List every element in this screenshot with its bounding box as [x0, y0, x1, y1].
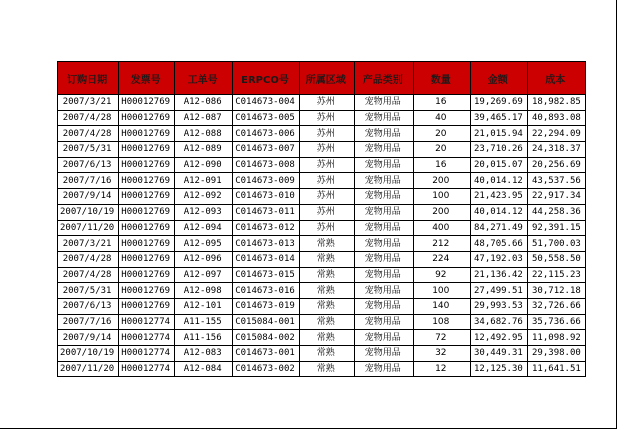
cell-order-date[interactable]: 2007/10/19 [58, 204, 119, 220]
col-header-order-date[interactable]: 订购日期 [58, 62, 119, 95]
cell-work-order[interactable]: A12-089 [175, 142, 233, 158]
cell-order-date[interactable]: 2007/3/21 [58, 95, 119, 111]
cell-order-date[interactable]: 2007/4/28 [58, 126, 119, 142]
cell-region[interactable]: 常熟 [299, 267, 354, 283]
cell-erpco[interactable]: C014673-004 [233, 95, 300, 111]
cell-amount[interactable]: 40,014.12 [470, 173, 527, 189]
cell-category[interactable]: 宠物用品 [354, 157, 413, 173]
cell-erpco[interactable]: C014673-002 [233, 361, 300, 377]
cell-order-date[interactable]: 2007/7/16 [58, 173, 119, 189]
cell-order-date[interactable]: 2007/5/31 [58, 142, 119, 158]
cell-erpco[interactable]: C015084-002 [233, 330, 300, 346]
cell-quantity[interactable]: 200 [413, 204, 470, 220]
cell-amount[interactable]: 48,705.66 [470, 236, 527, 252]
cell-work-order[interactable]: A12-098 [175, 283, 233, 299]
cell-region[interactable]: 常熟 [299, 330, 354, 346]
cell-amount[interactable]: 12,492.95 [470, 330, 527, 346]
table-row [58, 126, 586, 142]
cell-work-order[interactable]: A12-095 [175, 236, 233, 252]
cell-quantity[interactable]: 100 [413, 189, 470, 205]
cell-quantity[interactable]: 212 [413, 236, 470, 252]
cell-amount[interactable]: 27,499.51 [470, 283, 527, 299]
cell-amount[interactable]: 84,271.49 [470, 220, 527, 236]
cell-category[interactable]: 宠物用品 [354, 95, 413, 111]
cell-work-order[interactable]: A12-093 [175, 204, 233, 220]
cell-amount[interactable]: 47,192.03 [470, 251, 527, 267]
cell-cost[interactable]: 11,098.92 [527, 330, 585, 346]
cell-category[interactable]: 宠物用品 [354, 204, 413, 220]
cell-category[interactable]: 宠物用品 [354, 346, 413, 362]
table-row [58, 157, 586, 173]
table-row [58, 314, 586, 330]
table-row [58, 95, 586, 111]
cell-region[interactable]: 苏州 [299, 142, 354, 158]
cell-cost[interactable]: 51,700.03 [527, 236, 585, 252]
cell-cost[interactable]: 35,736.66 [527, 314, 585, 330]
cell-erpco[interactable]: C015084-001 [233, 314, 300, 330]
cell-amount[interactable]: 21,423.95 [470, 189, 527, 205]
cell-work-order[interactable]: A12-094 [175, 220, 233, 236]
table-row [58, 283, 586, 299]
cell-order-date[interactable]: 2007/9/14 [58, 330, 119, 346]
cell-invoice-no[interactable]: H00012769 [119, 142, 175, 158]
cell-order-date[interactable]: 2007/9/14 [58, 189, 119, 205]
cell-region[interactable]: 苏州 [299, 157, 354, 173]
cell-invoice-no[interactable]: H00012769 [119, 298, 175, 314]
cell-cost[interactable]: 24,318.37 [527, 142, 585, 158]
cell-invoice-no[interactable]: H00012769 [119, 267, 175, 283]
table-row [58, 220, 586, 236]
cell-region[interactable]: 苏州 [299, 173, 354, 189]
cell-invoice-no[interactable]: H00012774 [119, 361, 175, 377]
cell-erpco[interactable]: C014673-011 [233, 204, 300, 220]
cell-invoice-no[interactable]: H00012769 [119, 110, 175, 126]
cell-category[interactable]: 宠物用品 [354, 251, 413, 267]
cell-work-order[interactable]: A12-088 [175, 126, 233, 142]
col-header-quantity[interactable]: 数量 [413, 62, 470, 95]
cell-cost[interactable]: 44,258.36 [527, 204, 585, 220]
col-header-erpco[interactable]: ERPCO号 [233, 62, 300, 95]
cell-invoice-no[interactable]: H00012769 [119, 173, 175, 189]
cell-erpco[interactable]: C014673-001 [233, 346, 300, 362]
cell-amount[interactable]: 21,136.42 [470, 267, 527, 283]
cell-work-order[interactable]: A12-087 [175, 110, 233, 126]
cell-quantity[interactable]: 100 [413, 283, 470, 299]
cell-invoice-no[interactable]: H00012769 [119, 283, 175, 299]
cell-order-date[interactable]: 2007/5/31 [58, 283, 119, 299]
cell-category[interactable]: 宠物用品 [354, 220, 413, 236]
cell-amount[interactable]: 21,015.94 [470, 126, 527, 142]
table-row [58, 267, 586, 283]
cell-cost[interactable]: 30,712.18 [527, 283, 585, 299]
table-row [58, 330, 586, 346]
cell-invoice-no[interactable]: H00012769 [119, 251, 175, 267]
cell-invoice-no[interactable]: H00012769 [119, 157, 175, 173]
cell-region[interactable]: 苏州 [299, 204, 354, 220]
cell-amount[interactable]: 39,465.17 [470, 110, 527, 126]
cell-cost[interactable]: 22,917.34 [527, 189, 585, 205]
col-header-work-order[interactable]: 工单号 [175, 62, 233, 95]
cell-erpco[interactable]: C014673-005 [233, 110, 300, 126]
cell-amount[interactable]: 12,125.30 [470, 361, 527, 377]
cell-quantity[interactable]: 20 [413, 126, 470, 142]
cell-region[interactable]: 苏州 [299, 220, 354, 236]
cell-work-order[interactable]: A12-097 [175, 267, 233, 283]
header-row [58, 62, 586, 95]
cell-quantity[interactable]: 12 [413, 361, 470, 377]
cell-order-date[interactable]: 2007/11/20 [58, 220, 119, 236]
cell-category[interactable]: 宠物用品 [354, 126, 413, 142]
cell-cost[interactable]: 22,294.09 [527, 126, 585, 142]
cell-category[interactable]: 宠物用品 [354, 314, 413, 330]
cell-category[interactable]: 宠物用品 [354, 330, 413, 346]
cell-work-order[interactable]: A12-086 [175, 95, 233, 111]
cell-work-order[interactable]: A12-084 [175, 361, 233, 377]
cell-category[interactable]: 宠物用品 [354, 298, 413, 314]
cell-erpco[interactable]: C014673-009 [233, 173, 300, 189]
col-header-region[interactable]: 所属区域 [299, 62, 354, 95]
cell-erpco[interactable]: C014673-006 [233, 126, 300, 142]
table-row [58, 251, 586, 267]
cell-work-order[interactable]: A12-092 [175, 189, 233, 205]
col-header-amount[interactable]: 金额 [470, 62, 527, 95]
cell-cost[interactable]: 40,893.08 [527, 110, 585, 126]
table-row [58, 298, 586, 314]
cell-quantity[interactable]: 16 [413, 95, 470, 111]
table-row [58, 142, 586, 158]
cell-cost[interactable]: 22,115.23 [527, 267, 585, 283]
cell-category[interactable]: 宠物用品 [354, 142, 413, 158]
cell-work-order[interactable]: A12-090 [175, 157, 233, 173]
cell-order-date[interactable]: 2007/10/19 [58, 346, 119, 362]
cell-amount[interactable]: 23,710.26 [470, 142, 527, 158]
cell-category[interactable]: 宠物用品 [354, 189, 413, 205]
cell-amount[interactable]: 30,449.31 [470, 346, 527, 362]
cell-work-order[interactable]: A12-101 [175, 298, 233, 314]
cell-cost[interactable]: 18,982.85 [527, 95, 585, 111]
table-row [58, 173, 586, 189]
cell-invoice-no[interactable]: H00012769 [119, 189, 175, 205]
cell-erpco[interactable]: C014673-008 [233, 157, 300, 173]
cell-quantity[interactable]: 72 [413, 330, 470, 346]
cell-region[interactable]: 常熟 [299, 283, 354, 299]
cell-quantity[interactable]: 108 [413, 314, 470, 330]
cell-erpco[interactable]: C014673-013 [233, 236, 300, 252]
cell-region[interactable]: 苏州 [299, 189, 354, 205]
cell-order-date[interactable]: 2007/7/16 [58, 314, 119, 330]
cell-order-date[interactable]: 2007/4/28 [58, 110, 119, 126]
cell-quantity[interactable]: 200 [413, 173, 470, 189]
cell-invoice-no[interactable]: H00012769 [119, 95, 175, 111]
cell-quantity[interactable]: 16 [413, 157, 470, 173]
cell-order-date[interactable]: 2007/6/13 [58, 157, 119, 173]
table-row [58, 236, 586, 252]
table-row [58, 189, 586, 205]
cell-erpco[interactable]: C014673-012 [233, 220, 300, 236]
cell-region[interactable]: 苏州 [299, 95, 354, 111]
cell-category[interactable]: 宠物用品 [354, 283, 413, 299]
cell-amount[interactable]: 20,015.07 [470, 157, 527, 173]
cell-amount[interactable]: 19,269.69 [470, 95, 527, 111]
table-row [58, 204, 586, 220]
cell-work-order[interactable]: A11-156 [175, 330, 233, 346]
cell-order-date[interactable]: 2007/11/20 [58, 361, 119, 377]
cell-order-date[interactable]: 2007/4/28 [58, 251, 119, 267]
table-row [58, 110, 586, 126]
table-row [58, 361, 586, 377]
cell-quantity[interactable]: 224 [413, 251, 470, 267]
cell-quantity[interactable]: 20 [413, 142, 470, 158]
cell-invoice-no[interactable]: H00012769 [119, 126, 175, 142]
cell-work-order[interactable]: A11-155 [175, 314, 233, 330]
cell-amount[interactable]: 40,014.12 [470, 204, 527, 220]
cell-region[interactable]: 常熟 [299, 251, 354, 267]
col-header-invoice-no[interactable]: 发票号 [119, 62, 175, 95]
table-body [58, 95, 586, 377]
cell-invoice-no[interactable]: H00012774 [119, 314, 175, 330]
cell-erpco[interactable]: C014673-015 [233, 267, 300, 283]
cell-region[interactable]: 常熟 [299, 314, 354, 330]
cell-quantity[interactable]: 40 [413, 110, 470, 126]
cell-cost[interactable]: 50,558.50 [527, 251, 585, 267]
cell-amount[interactable]: 29,993.53 [470, 298, 527, 314]
cell-invoice-no[interactable]: H00012769 [119, 204, 175, 220]
cell-cost[interactable]: 43,537.56 [527, 173, 585, 189]
cell-erpco[interactable]: C014673-007 [233, 142, 300, 158]
cell-quantity[interactable]: 92 [413, 267, 470, 283]
cell-erpco[interactable]: C014673-019 [233, 298, 300, 314]
cell-region[interactable]: 常熟 [299, 361, 354, 377]
cell-work-order[interactable]: A12-091 [175, 173, 233, 189]
col-header-category[interactable]: 产品类别 [354, 62, 413, 95]
cell-quantity[interactable]: 32 [413, 346, 470, 362]
cell-order-date[interactable]: 2007/3/21 [58, 236, 119, 252]
cell-cost[interactable]: 92,391.15 [527, 220, 585, 236]
col-header-cost[interactable]: 成本 [527, 62, 585, 95]
table-row [58, 346, 586, 362]
cell-work-order[interactable]: A12-083 [175, 346, 233, 362]
cell-cost[interactable]: 29,398.00 [527, 346, 585, 362]
cell-quantity[interactable]: 140 [413, 298, 470, 314]
cell-invoice-no[interactable]: H00012774 [119, 346, 175, 362]
cell-amount[interactable]: 34,682.76 [470, 314, 527, 330]
cell-region[interactable]: 苏州 [299, 110, 354, 126]
cell-invoice-no[interactable]: H00012774 [119, 330, 175, 346]
cell-quantity[interactable]: 400 [413, 220, 470, 236]
cell-region[interactable]: 苏州 [299, 126, 354, 142]
cell-erpco[interactable]: C014673-016 [233, 283, 300, 299]
cell-category[interactable]: 宠物用品 [354, 110, 413, 126]
orders-table [57, 61, 586, 377]
cell-invoice-no[interactable]: H00012769 [119, 220, 175, 236]
cell-order-date[interactable]: 2007/6/13 [58, 298, 119, 314]
cell-order-date[interactable]: 2007/4/28 [58, 267, 119, 283]
cell-cost[interactable]: 11,641.51 [527, 361, 585, 377]
cell-erpco[interactable]: C014673-010 [233, 189, 300, 205]
cell-category[interactable]: 宠物用品 [354, 361, 413, 377]
cell-work-order[interactable]: A12-096 [175, 251, 233, 267]
cell-invoice-no[interactable]: H00012769 [119, 236, 175, 252]
cell-region[interactable]: 常熟 [299, 236, 354, 252]
cell-category[interactable]: 宠物用品 [354, 236, 413, 252]
cell-category[interactable]: 宠物用品 [354, 267, 413, 283]
cell-cost[interactable]: 32,726.66 [527, 298, 585, 314]
cell-erpco[interactable]: C014673-014 [233, 251, 300, 267]
cell-cost[interactable]: 20,256.69 [527, 157, 585, 173]
cell-region[interactable]: 常熟 [299, 346, 354, 362]
cell-region[interactable]: 常熟 [299, 298, 354, 314]
cell-category[interactable]: 宠物用品 [354, 173, 413, 189]
